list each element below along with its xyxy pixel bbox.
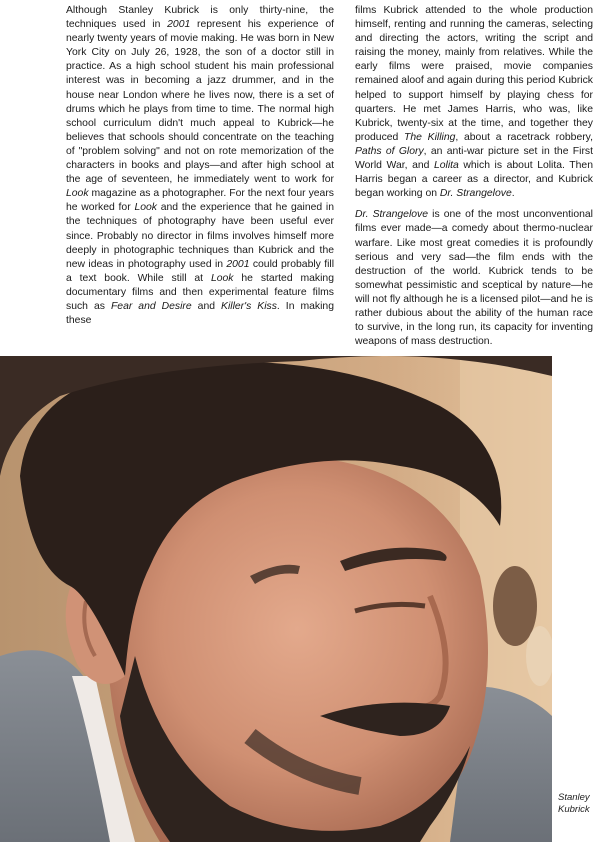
right-paragraph-1 (355, 4, 593, 201)
film-title: Dr. Strangelove (355, 209, 429, 221)
text-run: Although Stanley Kubrick is only thirty-nine, the techniques used in (66, 5, 334, 31)
text-run: he started making documentary films and then experimental feature films such as (66, 272, 334, 312)
article-left-column (66, 4, 334, 335)
caption-line: Kubrick (558, 804, 590, 815)
text-run: , about a racetrack robbery, (455, 131, 593, 143)
magazine-title: Look (66, 188, 89, 200)
photo-caption (558, 792, 608, 816)
film-title: Fear and Desire (110, 300, 192, 312)
portrait-photo (0, 356, 552, 842)
film-title: Dr. Strangelove (439, 188, 512, 200)
portrait-illustration (0, 356, 552, 842)
article-right-column (355, 4, 593, 356)
left-paragraph (66, 4, 334, 328)
text-run: . In making these (66, 300, 334, 327)
text-run: is one of the most unconventional films ever made—a comedy about thermo-nuclear warfare. Like most great comedies it is profoundly serious and very sad—the film ends with the destruction of the world. Kubrick tends to be somewhat pessimistic and sceptical by nature—he will not fly although he is a licensed pilot—and he is rather dubious about the ability of the human race to survive, in the long run, its capacity for inventing weapons of mass destruction. (355, 209, 593, 348)
magazine-title: Look (134, 202, 157, 214)
text-run: magazine as a photographer. For the next four years he worked for (66, 188, 334, 214)
text-run: and (191, 300, 222, 312)
right-paragraph-2 (355, 208, 593, 349)
film-title: Killer's Kiss (221, 300, 277, 312)
film-title: Paths of Glory (355, 145, 424, 157)
text-run: films Kubrick attended to the whole production himself, renting and running the cameras, selecting and directing the actors, writing the script and raising the money, mainly from relatives. While the early films were praised, movie companies remained aloof and again during this period Kubrick helped to support himself by playing chess for quarters. He met James Harris, who was, like Kubrick, twenty-six at the time, and together they produced (355, 5, 593, 143)
film-title: 2001 (167, 19, 191, 31)
text-run: could probably fill a text book. While still at (66, 258, 335, 284)
text-run: represent his experience of nearly twenty years of movie making. He was born in New York City on July 26, 1928, the son of a doctor still in practice. As a high school student his main professional interest was in becoming a jazz drummer, and in the house near London where he lives now, there is a set of drums which he plays from time to time. The normal high school curriculum didn't much appeal to Kubrick—he believes that schools should concentrate on the teaching of "problem solving" and not on rote memorization of the characters in books and plays—and after high school at the age of seventeen, he immediately went to work for (66, 19, 334, 186)
magazine-title: Look (210, 272, 234, 284)
caption-line: Stanley (558, 792, 590, 803)
film-title: The Killing (404, 131, 456, 143)
text-run: . (511, 188, 515, 200)
text-run: which is about Lolita. Then Harris began a career as a director, and Kubrick began working on (355, 160, 593, 200)
film-title: 2001 (226, 258, 250, 270)
film-title: Lolita (433, 160, 459, 172)
text-run: , an anti-war picture set in the First World War, and (355, 145, 593, 172)
text-run: and the experience that he gained in the techniques of photography have been useful ever since. Probably no director in films involves himself more deeply in photographic techniques than Kubrick and the new ideas in photography used in (66, 202, 335, 270)
